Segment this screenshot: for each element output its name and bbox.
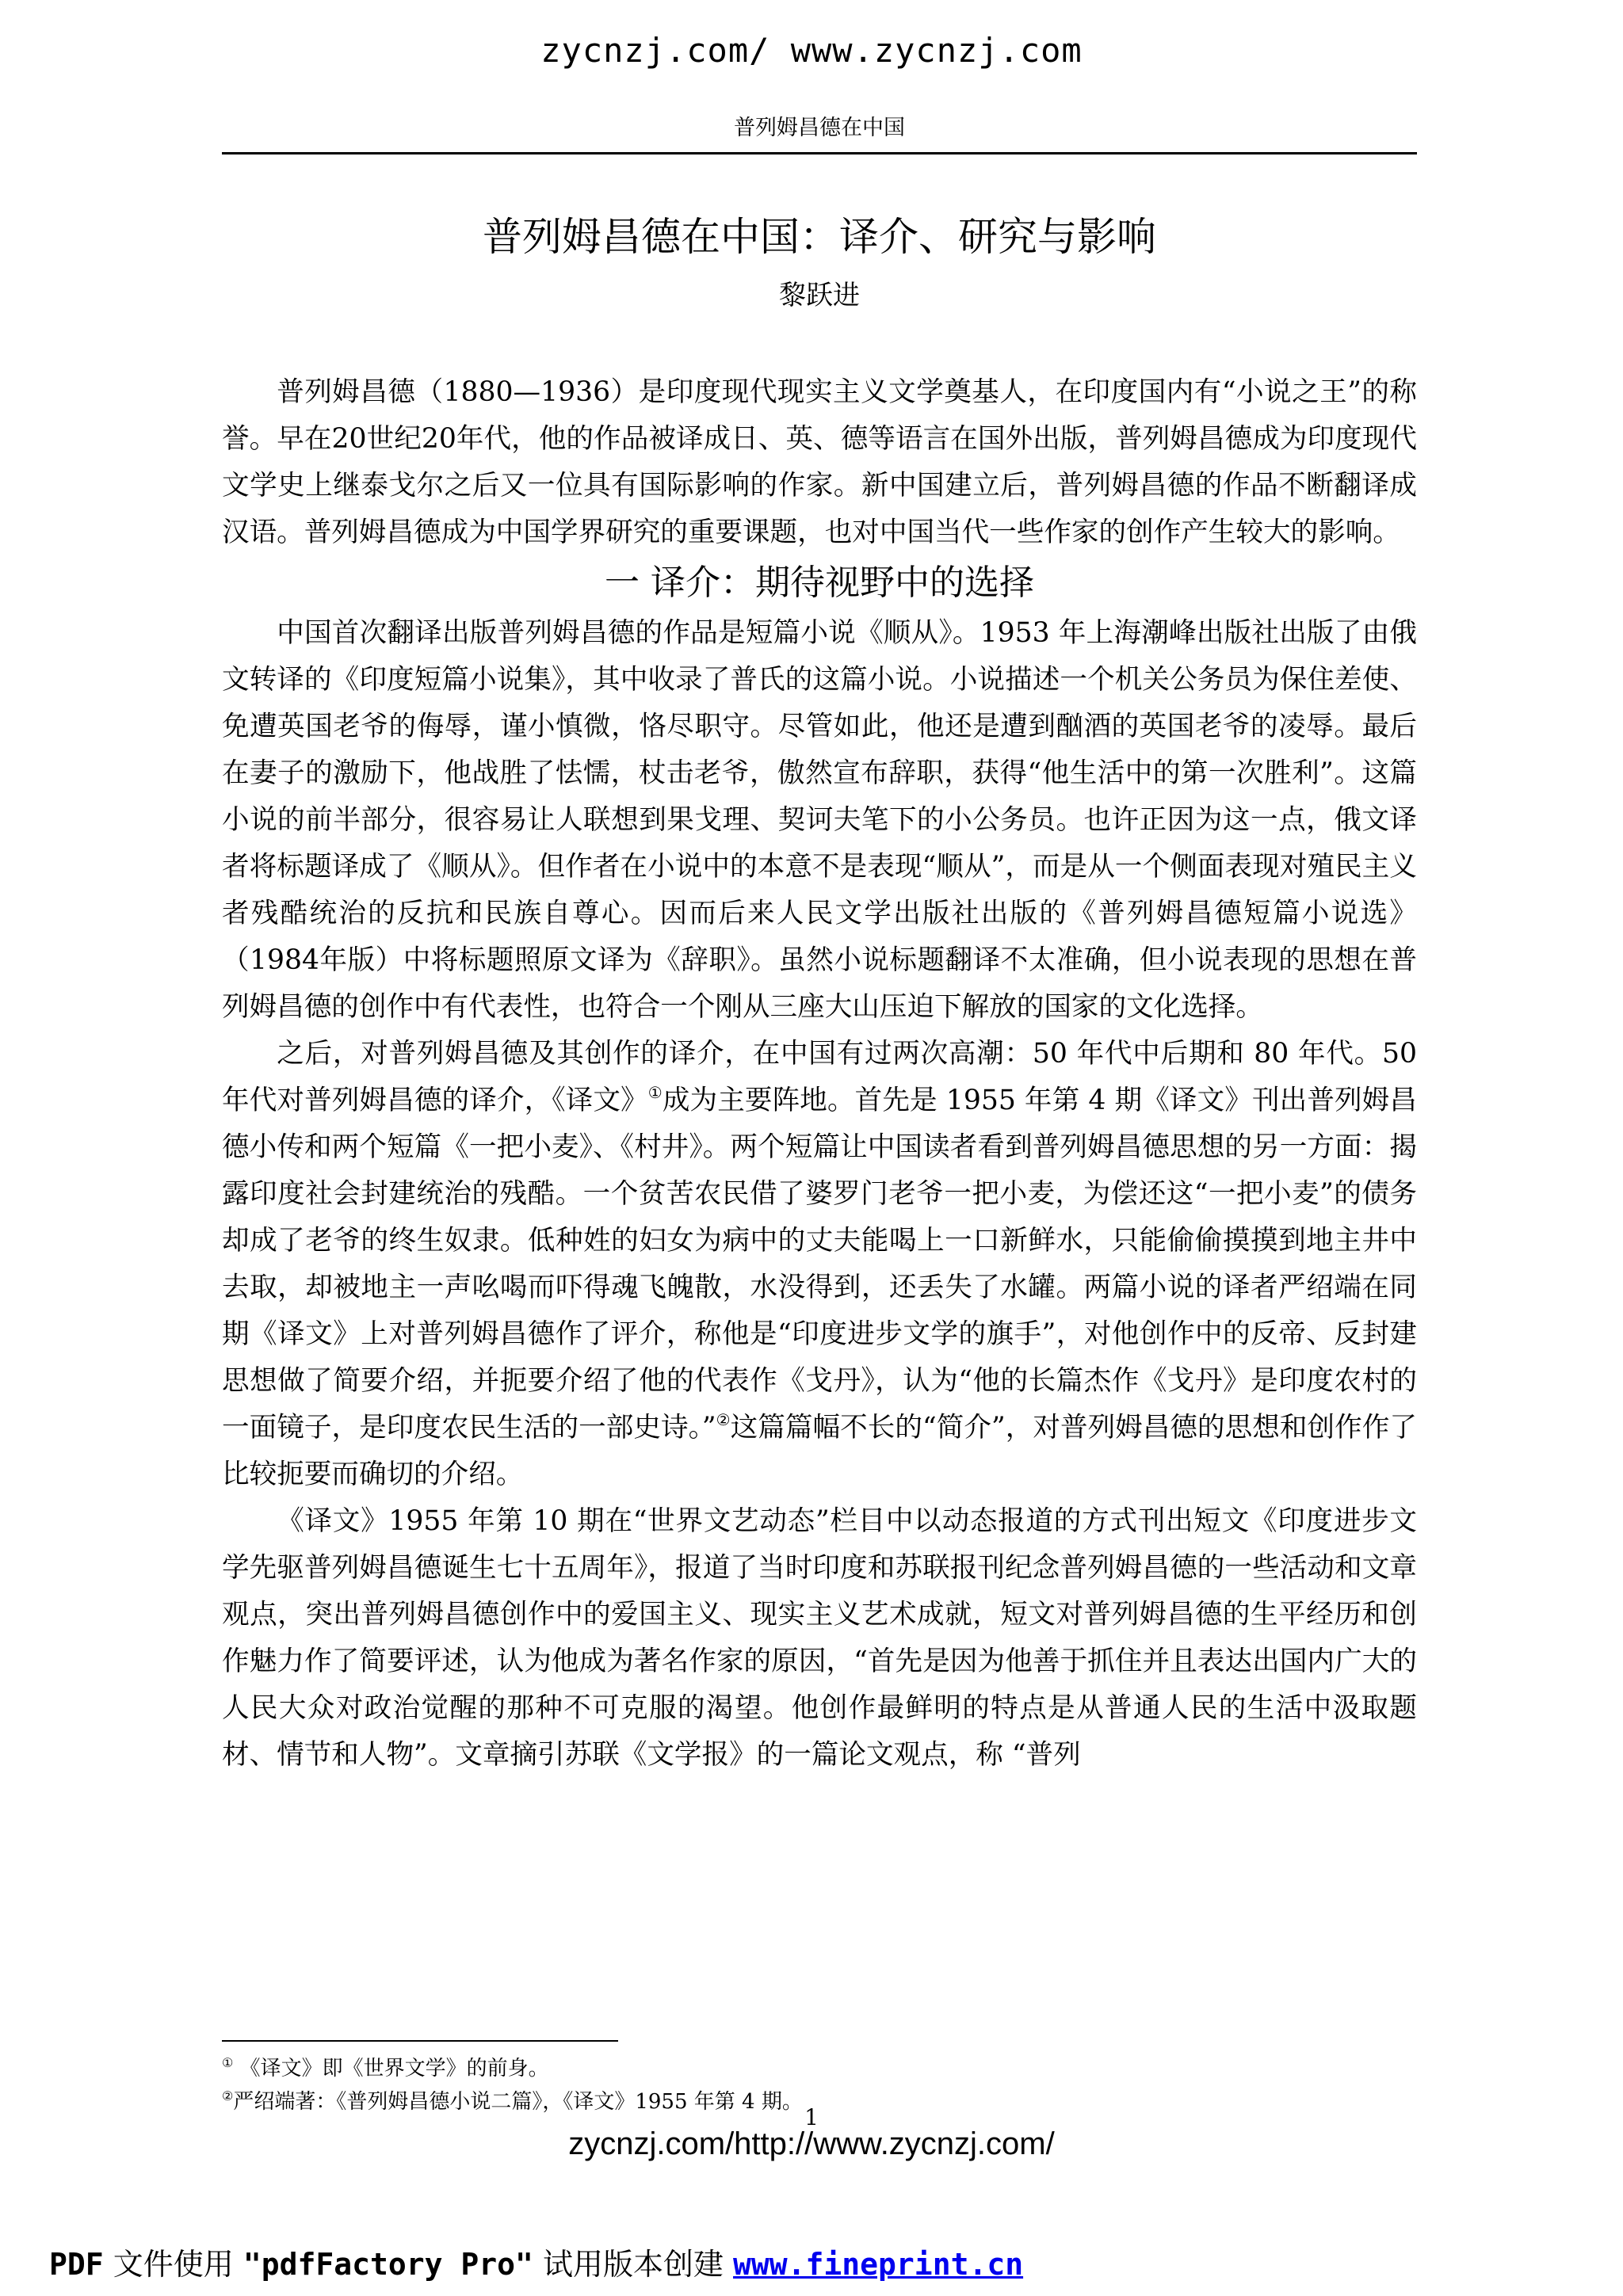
fineprint-link[interactable]: www.fineprint.cn (733, 2247, 1024, 2282)
top-watermark-url: zycnzj.com/ www.zycnzj.com (540, 31, 1083, 70)
page-title: 普列姆昌德在中国：译介、研究与影响 (483, 214, 1156, 260)
banner-pdf-label: PDF (49, 2247, 104, 2282)
banner-text-2: 试用版本创建 (533, 2247, 734, 2282)
pdf-creator-banner (49, 2244, 1023, 2285)
paragraph-2-part-1: 之后，对普列姆昌德及其创作的译介，在中国有过两次高潮：50 年代中后期和 80 年代。50 年代对普列姆昌德的译介，《译文》 (222, 1038, 1417, 1116)
banner-product-name: "pdfFactory Pro" (242, 2247, 533, 2282)
footnote-ref-2[interactable]: ② (716, 1410, 731, 1429)
page-number: 1 (804, 2104, 819, 2130)
intro-paragraph: 普列姆昌德（1880—1936）是印度现代现实主义文学奠基人，在印度国内有“小说之王”的称誉。早在20世纪20年代，他的作品被译成日、英、德等语言在国外出版，普列姆昌德成为印度现代文学史上继泰戈尔之后又一位具有国际影响的作家。新中国建立后，普列姆昌德的作品不断翻译成汉语。普列姆昌德成为中国学界研究的重要课题，也对中国当代一些作家的创作产生较大的影响。 (222, 376, 1417, 548)
paragraph-2-part-3: 这篇篇幅不长的“简介”，对普列姆昌德的思想和创作作了比较扼要而确切的介绍。 (222, 1412, 1417, 1490)
footnote-1 (222, 2052, 1417, 2085)
bottom-watermark-url: zycnzj.com/http://www.zycnzj.com/ (568, 2126, 1055, 2161)
article-body (222, 369, 1417, 1779)
footnote-divider (222, 2040, 618, 2042)
section-heading: 一 译介：期待视野中的选择 (605, 563, 1034, 603)
running-header: 普列姆昌德在中国 (734, 116, 905, 140)
paragraph-2 (222, 1031, 1417, 1498)
footnote-2-mark: ② (222, 2088, 234, 2103)
banner-text-1: 文件使用 (103, 2247, 243, 2282)
footnote-ref-1[interactable]: ① (647, 1083, 663, 1102)
paragraph-3: 《译文》1955 年第 10 期在“世界文艺动态”栏目中以动态报道的方式刊出短文《印度进步文学先驱普列姆昌德诞生七十五周年》，报道了当时印度和苏联报刊纪念普列姆昌德的一些活动和文章观点，突出普列姆昌德创作中的爱国主义、现实主义艺术成就，短文对普列姆昌德的生平经历和创作魅力作了简要评述，认为他成为著名作家的原因，“首先是因为他善于抓住并且表达出国内广大的人民大众对政治觉醒的那种不可克服的渴望。他创作最鲜明的特点是从普通人民的生活中汲取题材、情节和人物”。文章摘引苏联《文学报》的一篇论文观点，称 “普列 (222, 1505, 1417, 1771)
paragraph-1: 中国首次翻译出版普列姆昌德的作品是短篇小说《顺从》。1953 年上海潮峰出版社出版了由俄文转译的《印度短篇小说集》，其中收录了普氏的这篇小说。小说描述一个机关公务员为保住差使、免遭英国老爷的侮辱，谨小慎微，恪尽职守。尽管如此，他还是遭到酗酒的英国老爷的凌辱。最后在妻子的激励下，他战胜了怯懦，杖击老爷，傲然宣布辞职，获得“他生活中的第一次胜利”。这篇小说的前半部分，很容易让人联想到果戈理、契诃夫笔下的小公务员。也许正因为这一点，俄文译者将标题译成了《顺从》。但作者在小说中的本意不是表现“顺从”，而是从一个侧面表现对殖民主义者残酷统治的反抗和民族自尊心。因而后来人民文学出版社出版的《普列姆昌德短篇小说选》（1984年版）中将标题照原文译为《辞职》。虽然小说标题翻译不太准确，但小说表现的思想在普列姆昌德的创作中有代表性，也符合一个刚从三座大山压迫下解放的国家的文化选择。 (222, 617, 1417, 1023)
author-name: 黎跃进 (779, 280, 860, 311)
footnote-1-text: 《译文》即《世界文学》的前身。 (233, 2057, 549, 2081)
paragraph-2-part-2: 成为主要阵地。首先是 1955 年第 4 期《译文》刊出普列姆昌德小传和两个短篇《一把小麦》、《村井》。两个短篇让中国读者看到普列姆昌德思想的另一方面：揭露印度社会封建统治的残酷。一个贫苦农民借了婆罗门老爷一把小麦，为偿还这“一把小麦”的债务却成了老爷的终生奴隶。低种姓的妇女为病中的丈夫能喝上一口新鲜水，只能偷偷摸摸到地主井中去取，却被地主一声吆喝而吓得魂飞魄散，水没得到，还丢失了水罐。两篇小说的译者严绍端在同期《译文》上对普列姆昌德作了评介，称他是“印度进步文学的旗手”，对他创作中的反帝、反封建思想做了简要介绍，并扼要介绍了他的代表作《戈丹》，认为“他的长篇杰作《戈丹》是印度农村的一面镜子，是印度农民生活的一部史诗。” (222, 1085, 1417, 1444)
header-divider (222, 152, 1417, 154)
footnote-2-text: 严绍端著：《普列姆昌德小说二篇》，《译文》1955 年第 4 期。 (233, 2090, 803, 2114)
footnote-1-mark: ① (222, 2055, 234, 2070)
